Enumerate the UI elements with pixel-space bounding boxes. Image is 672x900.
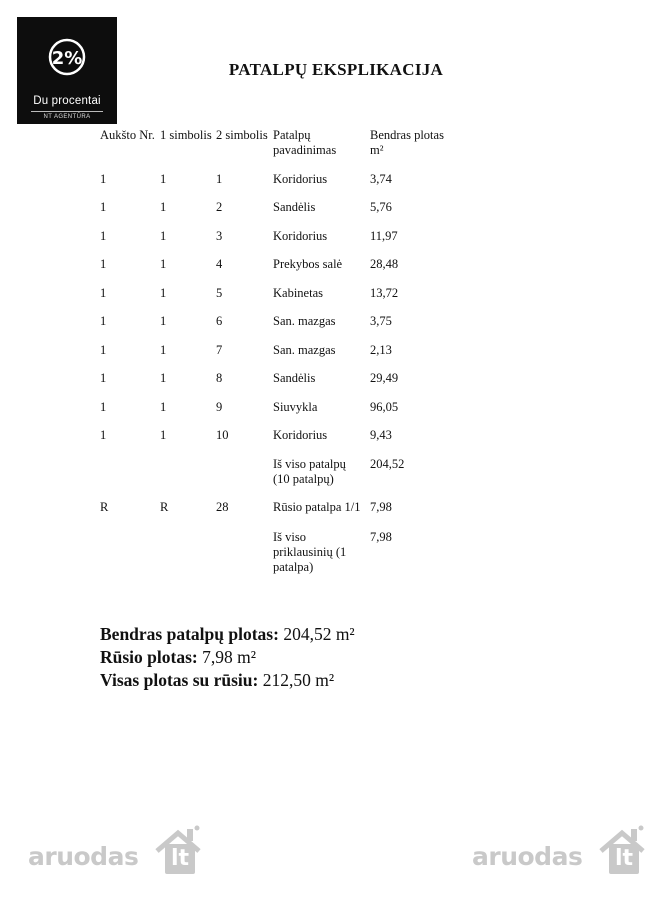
cell-area: 13,72: [370, 286, 399, 300]
cell-area: 9,43: [370, 428, 392, 442]
cell-symbol-1: 1: [160, 314, 167, 328]
cell-symbol-1: 1: [160, 172, 167, 186]
cell-room-name: [273, 314, 335, 329]
cell-room-name: [273, 286, 323, 301]
cell-room-name: [273, 457, 346, 487]
cell-room-name: [273, 371, 315, 386]
agency-subtitle: NT AGENTŪRA: [43, 114, 91, 120]
cell-symbol-2: 8: [216, 371, 223, 385]
cell-room-name: [273, 200, 315, 215]
cell-symbol-1: 1: [160, 428, 167, 442]
cell-symbol-2: 3: [216, 229, 223, 243]
summary-total-with-basement: Visas plotas su rūsiu: 212,50 m²: [100, 670, 335, 690]
cell-floor: 1: [100, 200, 107, 214]
header-floor: Aukšto Nr.: [100, 128, 155, 142]
room-name-line: Koridorius: [273, 172, 328, 186]
cell-area: 7,98: [370, 500, 392, 514]
svg-text:2%: 2%: [51, 48, 83, 69]
cell-floor: 1: [100, 257, 107, 271]
cell-room-name: [273, 400, 317, 415]
room-name-line: Koridorius: [273, 229, 328, 243]
agency-name: Du procentai: [33, 95, 101, 107]
cell-floor: 1: [100, 286, 107, 300]
room-name-line: Prekybos salė: [273, 257, 343, 271]
header-symbol-2: 2 simbolis: [216, 128, 268, 142]
cell-area: 7,98: [370, 530, 392, 544]
cell-floor: 1: [100, 400, 107, 414]
room-name-line: San. mazgas: [273, 314, 336, 328]
page-title: PATALPŲ EKSPLIKACIJA: [228, 60, 444, 79]
cell-symbol-2: 5: [216, 286, 223, 300]
logo-divider: [31, 111, 103, 112]
cell-symbol-1: 1: [160, 286, 167, 300]
cell-floor: 1: [100, 314, 107, 328]
cell-floor: 1: [100, 428, 107, 442]
cell-area: 11,97: [370, 229, 398, 243]
header-total-area: Bendras plotas m²: [370, 128, 444, 157]
cell-symbol-2: 9: [216, 400, 223, 414]
header-symbol-1: 1 simbolis: [160, 128, 212, 142]
cell-room-name: [273, 530, 346, 575]
cell-room-name: [273, 257, 342, 272]
cell-area: 3,75: [370, 314, 392, 328]
cell-area: 5,76: [370, 200, 392, 214]
cell-floor: 1: [100, 172, 107, 186]
cell-symbol-2: 7: [216, 343, 223, 357]
cell-symbol-1: 1: [160, 343, 167, 357]
watermark-right: aruodas lt: [472, 832, 647, 882]
cell-floor: R: [100, 500, 109, 514]
room-name-line: San. mazgas: [273, 343, 336, 357]
room-name-line: priklausinių (1: [273, 545, 347, 559]
cell-floor: 1: [100, 371, 107, 385]
room-name-line: Sandėlis: [273, 200, 316, 214]
room-name-line: Sandėlis: [273, 371, 316, 385]
cell-symbol-2: 28: [216, 500, 229, 514]
header-room-name: Patalpų pavadinimas: [273, 128, 337, 157]
cell-symbol-1: 1: [160, 371, 167, 385]
cell-symbol-1: R: [160, 500, 169, 514]
room-name-line: Rūsio patalpa 1/1: [273, 500, 361, 514]
room-name-line: Iš viso patalpų: [273, 457, 346, 471]
cell-area: 2,13: [370, 343, 392, 357]
cell-symbol-1: 1: [160, 400, 167, 414]
room-name-line: (10 patalpų): [273, 472, 334, 486]
cell-area: 28,48: [370, 257, 399, 271]
room-name-line: Kabinetas: [273, 286, 323, 300]
cell-room-name: [273, 500, 361, 515]
cell-symbol-2: 6: [216, 314, 223, 328]
cell-room-name: [273, 172, 327, 187]
cell-area: 204,52: [370, 457, 405, 471]
cell-room-name: [273, 343, 335, 358]
cell-symbol-2: 2: [216, 200, 223, 214]
room-name-line: Iš viso: [273, 530, 306, 544]
watermark-left: aruodas lt: [28, 832, 203, 882]
room-name-line: Siuvykla: [273, 400, 318, 414]
cell-floor: 1: [100, 229, 107, 243]
summary-total-rooms: Bendras patalpų plotas: 204,52 m²: [100, 624, 355, 644]
cell-symbol-2: 10: [216, 428, 229, 442]
summary-basement: Rūsio plotas: 7,98 m²: [100, 647, 256, 667]
cell-room-name: [273, 428, 327, 443]
room-name-line: Koridorius: [273, 428, 328, 442]
cell-symbol-1: 1: [160, 200, 167, 214]
cell-symbol-2: 4: [216, 257, 223, 271]
cell-symbol-1: 1: [160, 257, 167, 271]
cell-room-name: [273, 229, 327, 244]
cell-area: 29,49: [370, 371, 399, 385]
cell-symbol-2: 1: [216, 172, 223, 186]
cell-symbol-1: 1: [160, 229, 167, 243]
cell-area: 3,74: [370, 172, 392, 186]
room-name-line: patalpa): [273, 560, 314, 574]
cell-floor: 1: [100, 343, 107, 357]
cell-area: 96,05: [370, 400, 399, 414]
